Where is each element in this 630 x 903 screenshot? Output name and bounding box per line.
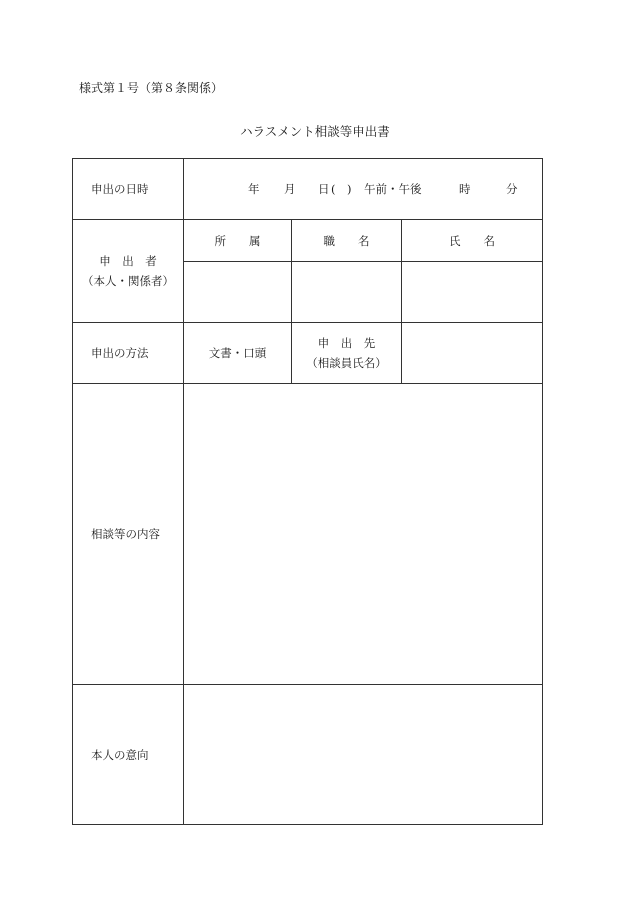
date-label: 申出の日時 [91,182,149,196]
weekday-paren: ( ) [331,182,352,196]
content-label: 相談等の内容 [91,527,160,541]
position-field[interactable] [292,262,401,322]
destination-field[interactable] [402,323,542,383]
destination-label-line1: 申 出 先 [317,336,376,350]
minute-label: 分 [506,182,518,196]
consultation-form-table [72,158,543,825]
applicant-label-line1: 申 出 者 [99,254,157,268]
intent-label: 本人の意向 [91,747,149,762]
destination-label [292,323,401,383]
document-title: ハラスメント相談等申出書 [240,124,390,139]
hour-label: 時 [459,182,471,196]
position-header: 職 名 [323,233,370,248]
destination-label-line2: （相談員氏名） [306,356,387,370]
name-header: 氏 名 [449,233,495,248]
day-label: 日 [318,182,330,196]
date-time-field[interactable] [184,159,542,219]
method-field[interactable]: 文書・口頭 [208,346,267,360]
ampm-label: 午前・午後 [364,182,422,196]
applicant-label [73,220,183,322]
affiliation-header: 所 属 [214,233,261,248]
form-number: 様式第１号（第８条関係） [79,81,224,95]
method-label: 申出の方法 [91,346,149,360]
year-label: 年 [248,182,260,196]
content-field[interactable] [184,384,542,684]
affiliation-field[interactable] [184,262,291,322]
name-field[interactable] [402,262,542,322]
intent-field[interactable] [184,685,542,824]
month-label: 月 [284,182,296,196]
applicant-label-line2: （本人・関係者） [82,274,174,288]
